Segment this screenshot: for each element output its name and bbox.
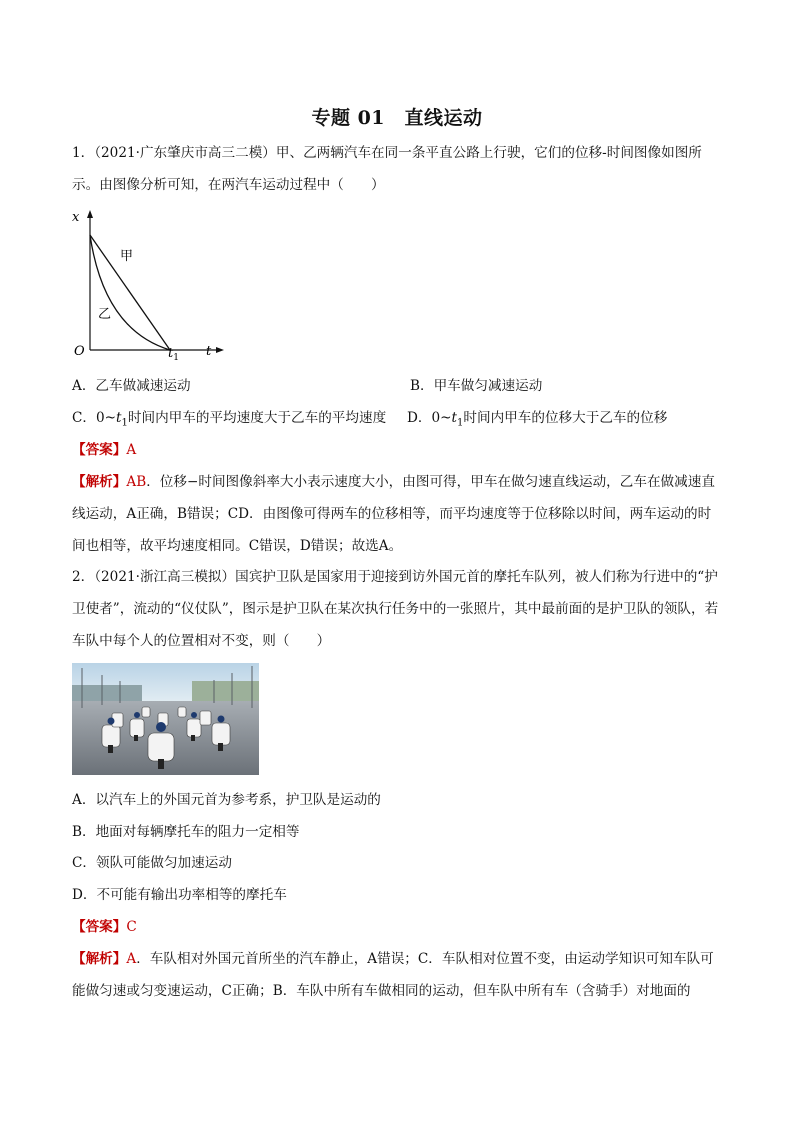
q1-option-b: B．甲车做匀减速运动	[410, 378, 543, 394]
page-title: 专题 01 直线运动	[311, 107, 483, 129]
q2-option-a: A．以汽车上的外国元首为参考系，护卫队是运动的	[72, 792, 381, 808]
q1-option-d: D．$0\sim t_1$时间内甲车的位移大于乙车的位移	[407, 410, 668, 429]
jia-label: 甲	[120, 249, 134, 264]
t-axis-label: t	[206, 344, 212, 359]
q1-analysis: 【解析】AB．位移−时间图像斜率大小表示速度大小，由图可得，甲车在做匀速直线运动，乙车在做减速直线运动，A正确，B错误；CD．由图像可得两车的位移相等，而平均速度等于位移除以时间，两车运动的时间也相等，故平均速度相同。C错误，D错误；故选A。	[72, 474, 715, 554]
x-axis-label: x	[72, 210, 80, 225]
q2-analysis: 【解析】A．车队相对外国元首所坐的汽车静止，A错误；C．车队相对位置不变，由运动学知识可知车队可能做匀速或匀变速运动，C正确；B．车队中所有车做相同的运动，但车队中所有车（含骑手）对地面的	[72, 951, 714, 999]
q2-answer: 【答案】C	[72, 919, 137, 935]
q1-option-c: C．$0\sim t_1$时间内甲车的平均速度大于乙车的平均速度	[72, 410, 387, 429]
origin-label: O	[74, 344, 85, 359]
q2-option-d: D．不可能有输出功率相等的摩托车	[72, 887, 287, 903]
q2-option-c: C．领队可能做匀加速运动	[72, 855, 232, 871]
q1-stem: 1．（2021·广东肇庆市高三二模）甲、乙两辆汽车在同一条平直公路上行驶，它们的位移-时间图像如图所示。由图像分析可知，在两汽车运动过程中（ ）	[72, 145, 702, 193]
q2-option-b: B．地面对每辆摩托车的阻力一定相等	[72, 824, 300, 840]
q2-stem: 2．（2021·浙江高三模拟）国宾护卫队是国家用于迎接到访外国元首的摩托车队列，被人们称为行进中的“护卫使者”，流动的“仪仗队”，图示是护卫队在某次执行任务中的一张照片，其中最前面的是护卫队的领队，若车队中每个人的位置相对不变，则（ ）	[72, 569, 719, 649]
motorcade-photo	[72, 663, 259, 775]
t1-label: $t_1$	[168, 346, 179, 363]
q1-option-a: A．乙车做减速运动	[72, 378, 191, 394]
q1-answer: 【答案】A	[72, 442, 137, 458]
yi-label: 乙	[98, 307, 112, 322]
q1-xt-graph	[68, 205, 228, 365]
